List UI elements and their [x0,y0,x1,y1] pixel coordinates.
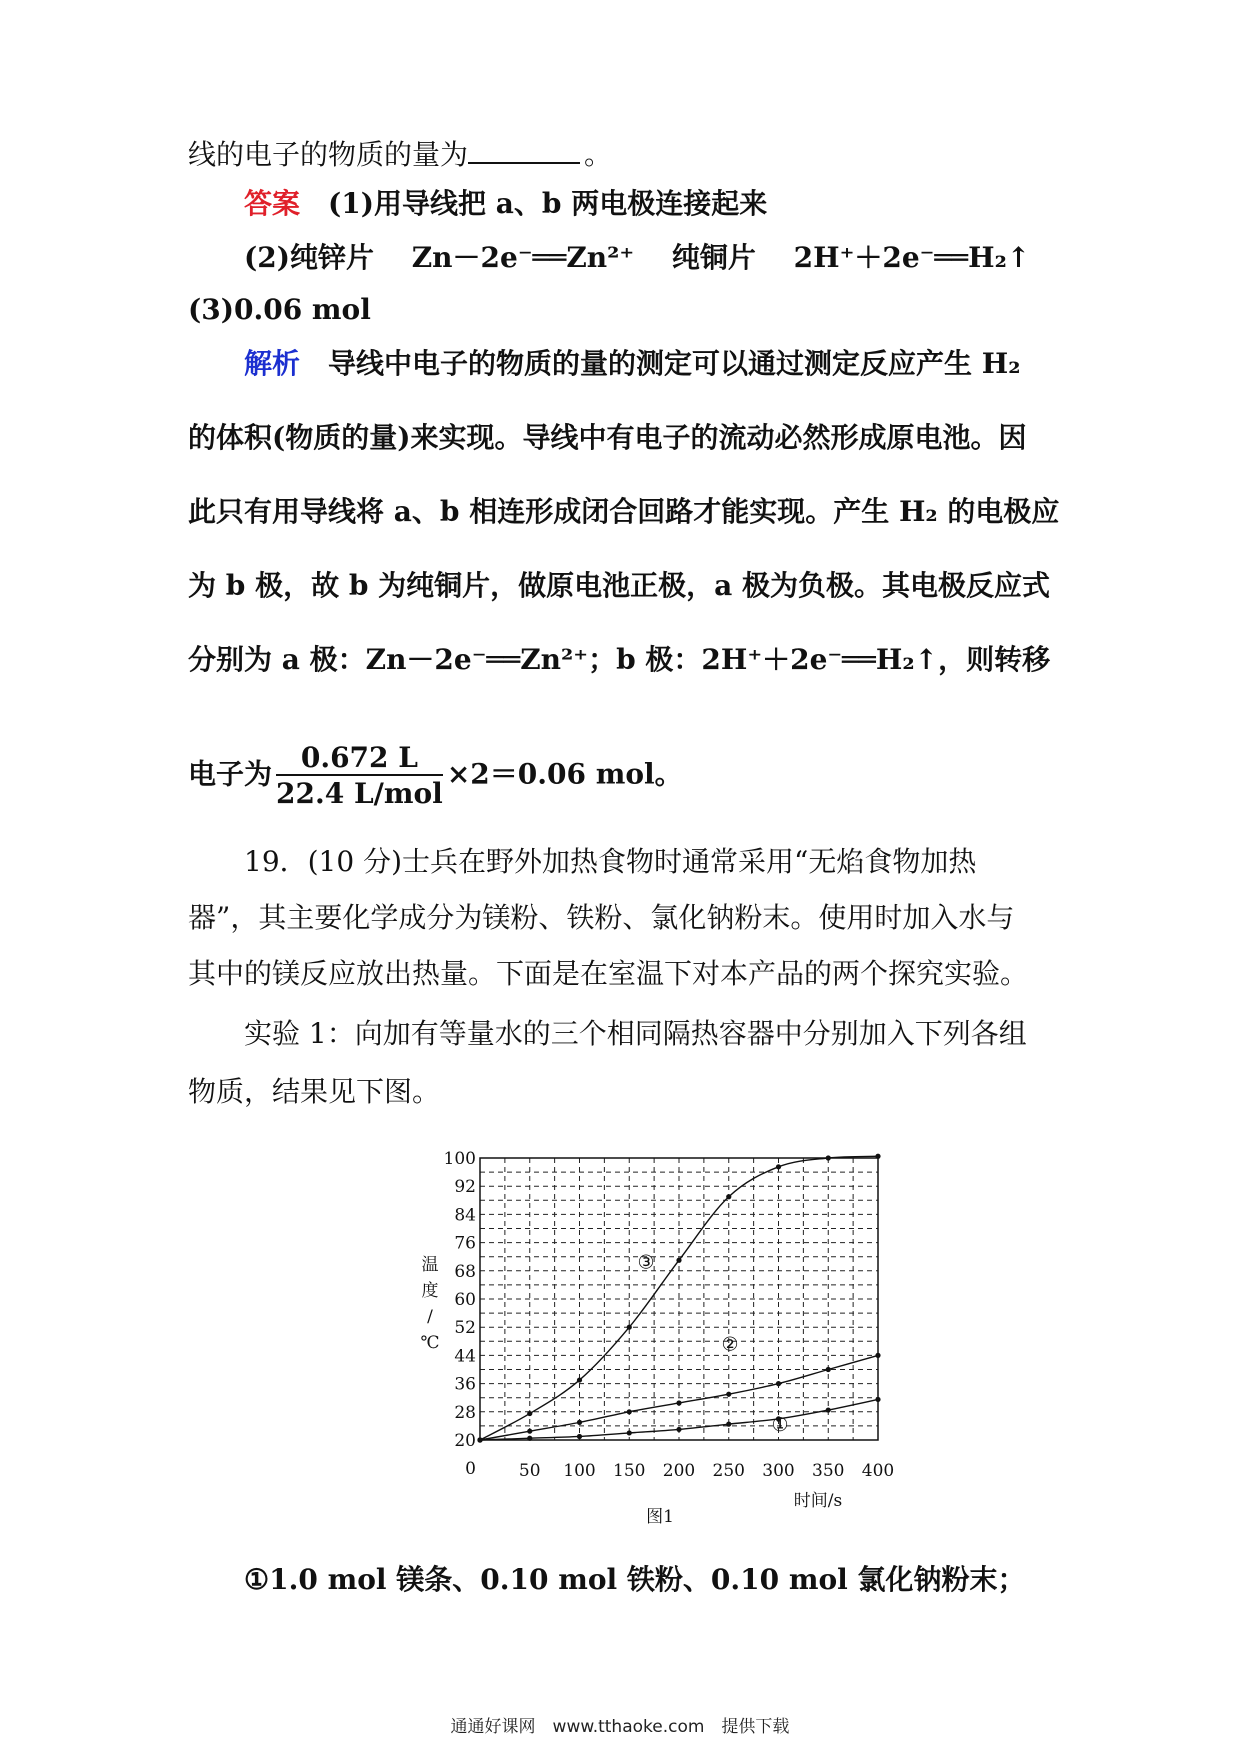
answer-line-2: (2)纯锌片 Zn－2e⁻══Zn²⁺ 纯铜片 2H⁺＋2e⁻══H₂↑ [244,241,1031,274]
chart-svg [400,1140,920,1540]
x-tick-label: 100 [563,1461,596,1481]
q19-line-4: 实验 1：向加有等量水的三个相同隔热容器中分别加入下列各组 [244,1017,1027,1050]
data-point [726,1392,731,1397]
data-point [826,1407,831,1412]
y-tick-label: 36 [454,1374,476,1395]
series-label-2: ② [721,1333,739,1356]
analysis-line-2: 的体积(物质的量)来实现。导线中有电子的流动必然形成原电池。因 [188,421,1027,454]
y-tick-label: 100 [443,1149,476,1169]
answer-blank [468,138,580,164]
data-point [726,1194,731,1199]
y-tick-label: 68 [454,1261,476,1282]
text-segment: 线的电子的物质的量为 [188,138,469,171]
fraction-denominator: 22.4 L/mol [276,777,443,810]
data-point [627,1325,632,1330]
text-segment: 。 [584,138,613,171]
series-label-3: ③ [637,1251,655,1274]
data-point [676,1427,681,1432]
y-tick-label: 76 [454,1233,476,1254]
data-point [826,1367,831,1372]
footer: 通通好课网 www.tthaoke.com 提供下载 [450,1717,790,1737]
y-tick-label: 52 [454,1318,476,1339]
q19-line-3: 其中的镁反应放出热量。下面是在室温下对本产品的两个探究实验。 [188,957,1029,990]
q19-line-1: 19．(10 分)士兵在野外加热食物时通常采用“无焰食物加热 [244,845,977,878]
option-item-1: ①1.0 mol 镁条、0.10 mol 铁粉、0.10 mol 氯化钠粉末； [244,1563,1026,1596]
y-tick-label: 92 [454,1177,476,1198]
data-point [527,1429,532,1434]
chart-caption: 图1 [646,1507,674,1527]
analysis-text-1: 导线中电子的物质的量的测定可以通过测定反应产生 H₂ [328,347,1021,380]
analysis-line-3: 此只有用导线将 a、b 相连形成闭合回路才能实现。产生 H₂ 的电极应 [188,495,1060,528]
y-axis-label: 温度/ ℃ [420,1255,440,1353]
data-point [676,1400,681,1405]
y-tick-label: 60 [454,1290,476,1310]
x-tick-label: 350 [812,1461,845,1481]
q19-line-2: 器”，其主要化学成分为镁粉、铁粉、氯化钠粉末。使用时加入水与 [188,901,1015,934]
data-point [627,1409,632,1414]
y-tick-label: 20 [454,1431,476,1451]
x-tick-label: 250 [712,1461,745,1481]
fraction [276,741,443,810]
data-point [577,1377,582,1382]
data-point [477,1437,482,1442]
data-point [577,1434,582,1439]
y-tick-label: 28 [454,1402,476,1423]
fraction-numerator: 0.672 L [276,744,443,776]
text-line-1 [188,138,612,169]
data-point [875,1154,880,1159]
analysis-line-4: 为 b 极，故 b 为纯铜片，做原电池正极，a 极为负极。其电极反应式 [188,569,1051,602]
data-point [527,1411,532,1416]
answer-line-1 [244,187,768,220]
series-label-1: ① [771,1413,789,1436]
analysis-line-6 [188,741,683,810]
x-tick-label: 200 [662,1461,696,1481]
analysis-line-5: 分别为 a 极：Zn－2e⁻══Zn²⁺；b 极：2H⁺＋2e⁻══H₂↑，则转移 [188,643,1051,676]
answer-line-3: (3)0.06 mol [188,293,371,326]
data-point [726,1422,731,1427]
analysis-label: 解析 [244,347,301,380]
data-point [875,1397,880,1402]
data-point [676,1258,681,1263]
x-tick-label: 50 [518,1461,541,1481]
data-point [826,1155,831,1160]
data-point [776,1381,781,1386]
x-tick-label: 400 [861,1461,895,1481]
temperature-chart [400,1140,920,1540]
text-segment: 电子为 [188,757,273,791]
data-point [776,1164,781,1169]
x-tick-label: 150 [613,1461,646,1481]
text-segment: ×2＝0.06 mol。 [446,757,683,791]
x-tick-label: 300 [762,1461,795,1481]
analysis-line-1 [244,347,1021,380]
y-tick-label: 84 [454,1205,476,1226]
data-point [527,1436,532,1441]
answer-text-1: (1)用导线把 a、b 两电极连接起来 [328,187,768,220]
data-point [577,1420,582,1425]
origin-label: 0 [465,1459,476,1479]
x-axis-label: 时间/s [793,1491,843,1511]
q19-line-5: 物质，结果见下图。 [188,1075,441,1108]
data-point [627,1430,632,1435]
y-tick-label: 44 [454,1346,476,1367]
answer-label: 答案 [244,187,301,220]
data-point [875,1353,880,1358]
